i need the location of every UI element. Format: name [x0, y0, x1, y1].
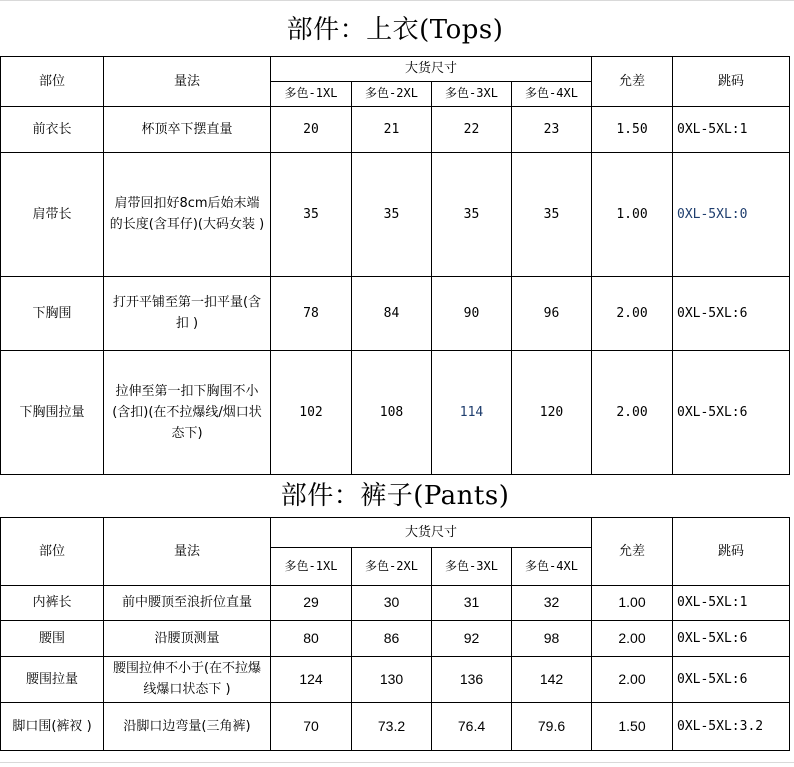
- cell-grading: 0XL-5XL:1: [673, 106, 790, 152]
- cell-value: 35: [432, 152, 512, 276]
- gridline: [0, 762, 794, 763]
- cell-value: 80: [271, 620, 352, 656]
- gridline: [0, 0, 794, 1]
- cell-value: 29: [271, 585, 352, 620]
- cell-part: 腰围拉量: [1, 656, 104, 702]
- cell-grading: 0XL-5XL:0: [673, 152, 790, 276]
- cell-value: 102: [271, 350, 352, 474]
- header-size: 多色-4XL: [512, 547, 592, 585]
- cell-value: 130: [352, 656, 432, 702]
- table-row: [1, 152, 790, 276]
- header-method: 量法: [104, 56, 271, 106]
- cell-value: 142: [512, 656, 592, 702]
- header-size: 多色-2XL: [352, 547, 432, 585]
- header-size: 多色-4XL: [512, 81, 592, 106]
- cell-value: 35: [352, 152, 432, 276]
- cell-value: 76.4: [432, 702, 512, 750]
- cell-value: 35: [271, 152, 352, 276]
- cell-grading: 0XL-5XL:6: [673, 276, 790, 350]
- header-grading: 跳码: [673, 56, 790, 106]
- cell-method: 沿腰顶测量: [104, 620, 271, 656]
- cell-value: 21: [352, 106, 432, 152]
- table-row: [1, 620, 790, 656]
- cell-tolerance: 1.50: [592, 106, 673, 152]
- cell-part: 腰围: [1, 620, 104, 656]
- cell-value: 136: [432, 656, 512, 702]
- table-row: [1, 276, 790, 350]
- cell-tolerance: 1.50: [592, 702, 673, 750]
- cell-method: 打开平铺至第一扣平量(含扣 ): [104, 276, 271, 350]
- cell-value: 23: [512, 106, 592, 152]
- cell-tolerance: 1.00: [592, 585, 673, 620]
- header-size: 多色-3XL: [432, 81, 512, 106]
- cell-value: 79.6: [512, 702, 592, 750]
- table-row: [1, 350, 790, 474]
- cell-value: 92: [432, 620, 512, 656]
- header-tolerance: 允差: [592, 517, 673, 585]
- cell-part: 下胸围: [1, 276, 104, 350]
- table-row: [1, 106, 790, 152]
- cell-method: 前中腰顶至浪折位直量: [104, 585, 271, 620]
- cell-value: 120: [512, 350, 592, 474]
- pants-title: 部件：裤子(Pants): [1, 476, 790, 517]
- cell-tolerance: 2.00: [592, 350, 673, 474]
- cell-grading: 0XL-5XL:6: [673, 350, 790, 474]
- cell-value: 22: [432, 106, 512, 152]
- tops-title: 部件：上衣(Tops): [1, 5, 790, 56]
- table-row: [1, 656, 790, 702]
- cell-value: 96: [512, 276, 592, 350]
- cell-method: 肩带回扣好8cm后始末端的长度(含耳仔)(大码女装 ): [104, 152, 271, 276]
- header-size: 多色-1XL: [271, 81, 352, 106]
- cell-tolerance: 1.00: [592, 152, 673, 276]
- cell-value: 90: [432, 276, 512, 350]
- cell-grading: 0XL-5XL:1: [673, 585, 790, 620]
- header-part: 部位: [1, 517, 104, 585]
- table-row: [1, 702, 790, 750]
- pants-spec-table: [0, 476, 790, 751]
- header-bulk-size: 大货尺寸: [271, 517, 592, 547]
- cell-value: 114: [432, 350, 512, 474]
- cell-value: 73.2: [352, 702, 432, 750]
- cell-tolerance: 2.00: [592, 620, 673, 656]
- cell-value: 30: [352, 585, 432, 620]
- cell-grading: 0XL-5XL:6: [673, 656, 790, 702]
- cell-value: 35: [512, 152, 592, 276]
- cell-value: 98: [512, 620, 592, 656]
- cell-value: 78: [271, 276, 352, 350]
- cell-method: 杯顶卒下摆直量: [104, 106, 271, 152]
- header-size: 多色-3XL: [432, 547, 512, 585]
- header-tolerance: 允差: [592, 56, 673, 106]
- cell-method: 拉伸至第一扣下胸围不小(含扣)(在不拉爆线/烟口状态下): [104, 350, 271, 474]
- cell-method: 沿脚口边弯量(三角裤): [104, 702, 271, 750]
- cell-tolerance: 2.00: [592, 276, 673, 350]
- cell-value: 84: [352, 276, 432, 350]
- cell-value: 86: [352, 620, 432, 656]
- cell-value: 70: [271, 702, 352, 750]
- header-bulk-size: 大货尺寸: [271, 56, 592, 81]
- table-row: [1, 585, 790, 620]
- cell-part: 内裤长: [1, 585, 104, 620]
- cell-value: 124: [271, 656, 352, 702]
- cell-part: 前衣长: [1, 106, 104, 152]
- header-size: 多色-1XL: [271, 547, 352, 585]
- tops-spec-table: [0, 5, 790, 475]
- header-method: 量法: [104, 517, 271, 585]
- cell-value: 31: [432, 585, 512, 620]
- cell-value: 108: [352, 350, 432, 474]
- header-grading: 跳码: [673, 517, 790, 585]
- cell-grading: 0XL-5XL:3.2: [673, 702, 790, 750]
- cell-grading: 0XL-5XL:6: [673, 620, 790, 656]
- cell-method: 腰围拉伸不小于(在不拉爆线爆口状态下 ): [104, 656, 271, 702]
- cell-part: 下胸围拉量: [1, 350, 104, 474]
- header-part: 部位: [1, 56, 104, 106]
- cell-part: 肩带长: [1, 152, 104, 276]
- cell-value: 20: [271, 106, 352, 152]
- header-size: 多色-2XL: [352, 81, 432, 106]
- cell-value: 32: [512, 585, 592, 620]
- cell-part: 脚口围(裤衩 ): [1, 702, 104, 750]
- cell-tolerance: 2.00: [592, 656, 673, 702]
